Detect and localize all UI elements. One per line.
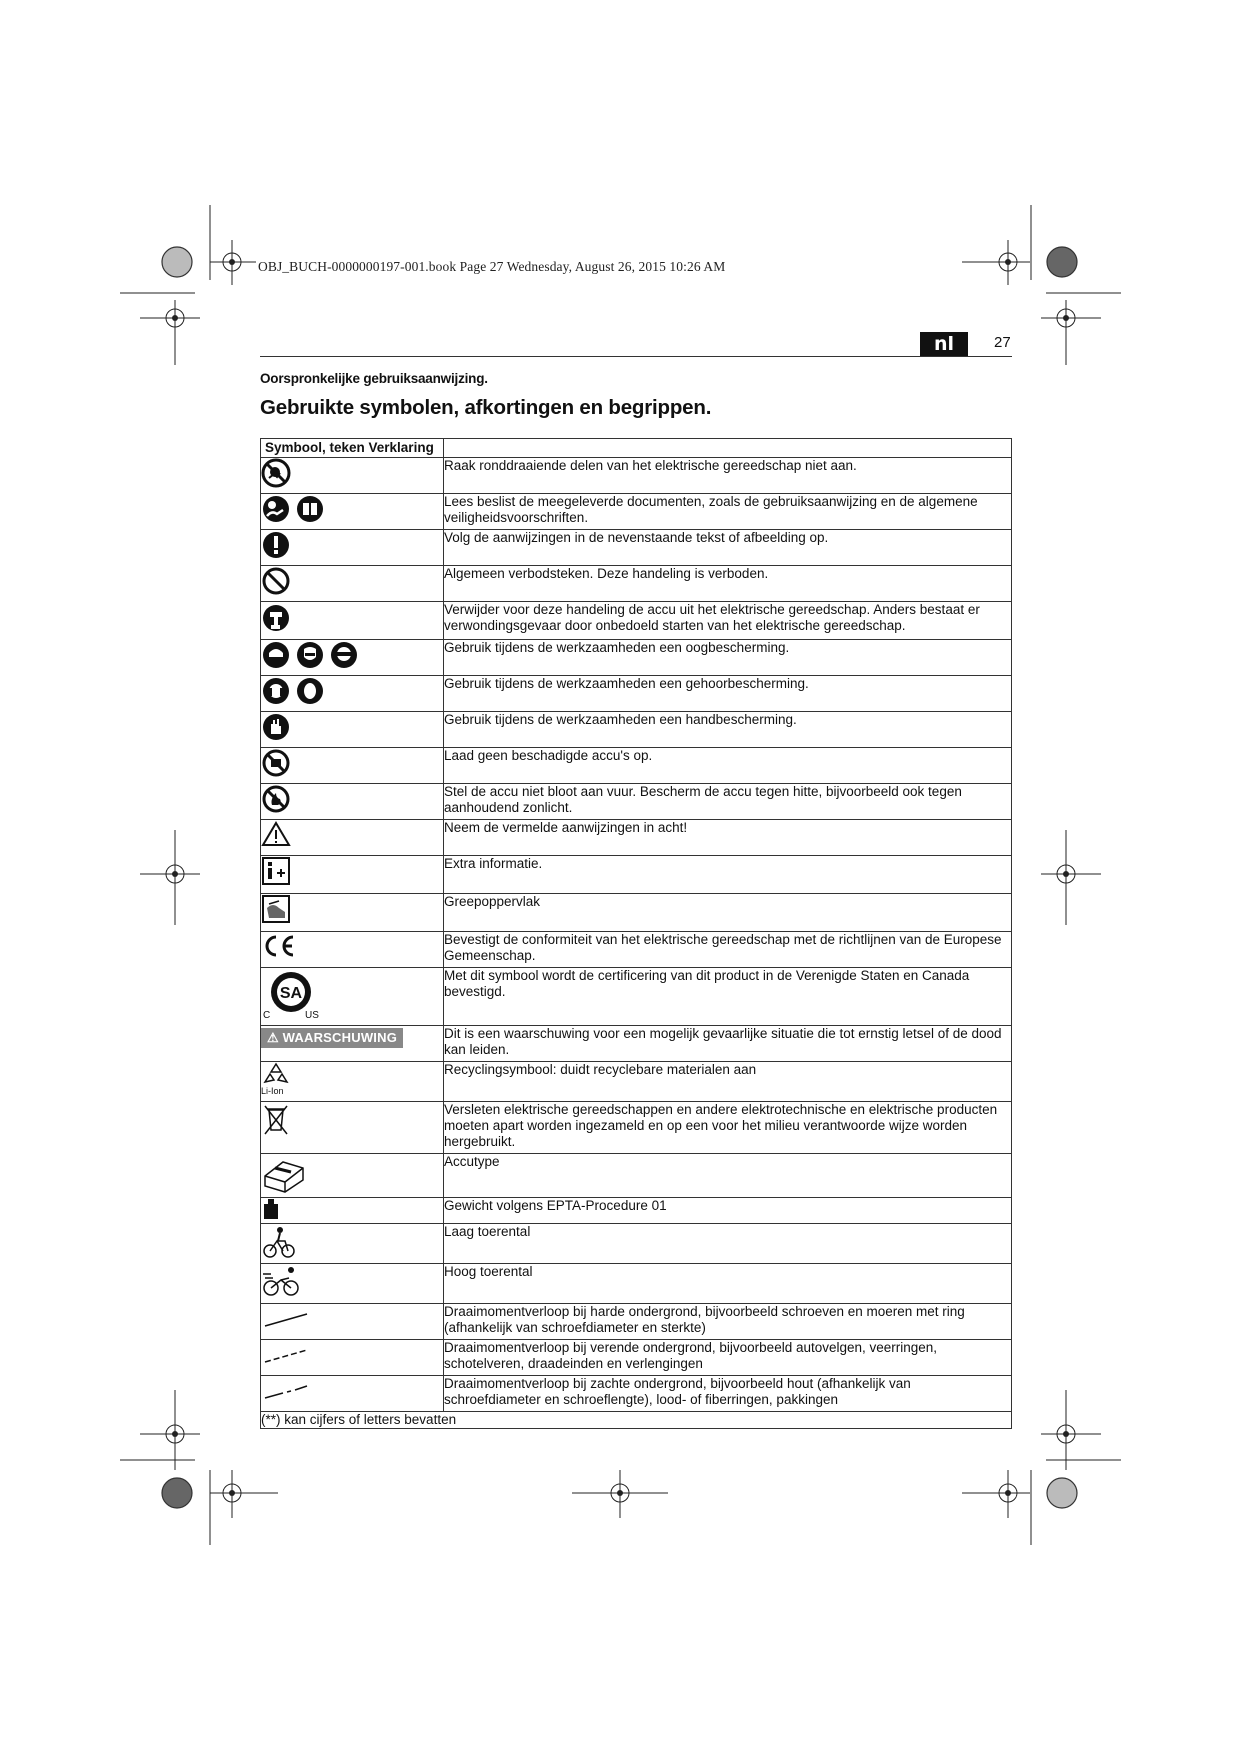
- row-text: Draaimomentverloop bij zachte ondergrond, bijvoorbeeld hout (afhankelijk van schroefdiameter en schroeflengte), lood- of fiberringen, pakkingen: [444, 1376, 1012, 1412]
- torque-elastic-icon: [261, 1340, 311, 1368]
- row-text: Laag toerental: [444, 1224, 1012, 1264]
- row-text: Gebruik tijdens de werkzaamheden een gehoorbescherming.: [444, 676, 1012, 712]
- row-text: Volg de aanwijzingen in de nevenstaande tekst of afbeelding op.: [444, 530, 1012, 566]
- table-row: [261, 1304, 1012, 1340]
- row-text: Accutype: [444, 1154, 1012, 1198]
- row-text: Algemeen verbodsteken. Deze handeling is verboden.: [444, 566, 1012, 602]
- row-text: Gebruik tijdens de werkzaamheden een handbescherming.: [444, 712, 1012, 748]
- csa-c-label: C: [263, 1010, 271, 1021]
- symbols-table: [260, 438, 1012, 1429]
- row-text: Lees beslist de meegeleverde documenten, zoals de gebruiksaanwijzing en de algemene veiligheidsvoorschriften.: [444, 494, 1012, 530]
- torque-hard-icon: [261, 1304, 311, 1332]
- fast-bike-icon: [261, 1264, 301, 1298]
- footnote: (**) kan cijfers of letters bevatten: [261, 1412, 1012, 1429]
- table-row: [261, 1264, 1012, 1304]
- table-row: [261, 712, 1012, 748]
- table-footnote-row: [261, 1412, 1012, 1429]
- row-text: Laad geen beschadigde accu's op.: [444, 748, 1012, 784]
- read-manual-icon: [261, 494, 443, 524]
- row-text: Gewicht volgens EPTA-Procedure 01: [444, 1198, 1012, 1224]
- svg-text:SA: SA: [279, 985, 303, 1002]
- eye-protection-icon: [261, 640, 443, 670]
- row-text: Recyclingsymbool: duidt recyclebare materialen aan: [444, 1062, 1012, 1102]
- page-title: Gebruikte symbolen, afkortingen en begrippen.: [260, 396, 712, 419]
- table-row: [261, 894, 1012, 932]
- table-row: [261, 932, 1012, 968]
- table-header: Symbool, teken Verklaring: [261, 439, 444, 458]
- table-row: [261, 1026, 1012, 1062]
- row-text: Bevestigt de conformiteit van het elektrische gereedschap met de richtlijnen van de Europese Gemeenschap.: [444, 932, 1012, 968]
- table-row: [261, 1340, 1012, 1376]
- hand-protection-icon: [261, 712, 291, 742]
- table-row: [261, 640, 1012, 676]
- no-charge-damaged-icon: [261, 748, 291, 778]
- table-row: [261, 602, 1012, 640]
- table-row: [261, 1154, 1012, 1198]
- weight-icon: [261, 1198, 281, 1220]
- no-touch-rotating-icon: [261, 458, 291, 488]
- row-text: Hoog toerental: [444, 1264, 1012, 1304]
- language-badge: nl: [920, 332, 968, 356]
- table-row: [261, 1376, 1012, 1412]
- grip-surface-icon: [261, 894, 291, 924]
- row-text: Raak ronddraaiende delen van het elektrische gereedschap niet aan.: [444, 458, 1012, 494]
- table-row: [261, 968, 1012, 1026]
- table-row: [261, 784, 1012, 820]
- csa-us-label: US: [305, 1010, 319, 1021]
- row-text: Verwijder voor deze handeling de accu uit het elektrische gereedschap. Anders bestaat er verwondingsgevaar door onbedoeld starten van het elektrische gereedschap.: [444, 602, 1012, 640]
- row-text: Greepoppervlak: [444, 894, 1012, 932]
- table-row: [261, 566, 1012, 602]
- table-header-row: [261, 439, 1012, 458]
- row-text: Extra informatie.: [444, 856, 1012, 894]
- table-row: [261, 856, 1012, 894]
- table-row: [261, 1062, 1012, 1102]
- print-info: OBJ_BUCH-0000000197-001.book Page 27 Wednesday, August 26, 2015 10:26 AM: [258, 259, 726, 274]
- row-text: Dit is een waarschuwing voor een mogelijk gevaarlijke situatie die tot ernstig letsel of de dood kan leiden.: [444, 1026, 1012, 1062]
- battery-type-icon: [261, 1154, 307, 1194]
- table-row: [261, 676, 1012, 712]
- info-icon: [261, 856, 291, 886]
- table-row: [261, 1224, 1012, 1264]
- page-number: 27: [994, 334, 1011, 351]
- slow-bike-icon: [261, 1224, 297, 1260]
- ear-protection-icon: [261, 676, 443, 706]
- table-row: [261, 820, 1012, 856]
- header-rule: [260, 356, 1012, 357]
- row-text: Stel de accu niet bloot aan vuur. Bescherm de accu tegen hitte, bijvoorbeeld ook tegen aanhoudend zonlicht.: [444, 784, 1012, 820]
- row-text: Draaimomentverloop bij harde ondergrond, bijvoorbeeld schroeven en moeren met ring (afhankelijk van schroefdiameter en sterkte): [444, 1304, 1012, 1340]
- warning-triangle-icon: [261, 820, 291, 848]
- table-row: [261, 1198, 1012, 1224]
- warning-label-icon: ⚠ WAARSCHUWING: [261, 1028, 403, 1048]
- row-text: Gebruik tijdens de werkzaamheden een oogbescherming.: [444, 640, 1012, 676]
- ce-mark-icon: [261, 932, 297, 960]
- table-row: [261, 530, 1012, 566]
- subtitle: Oorspronkelijke gebruiksaanwijzing.: [260, 371, 488, 386]
- remove-battery-icon: [261, 602, 291, 634]
- row-text: Draaimomentverloop bij verende ondergrond, bijvoorbeeld autovelgen, veerringen, schotelveren, draadeinden en verlengingen: [444, 1340, 1012, 1376]
- csa-mark-icon: [261, 968, 341, 1022]
- recycling-icon: [261, 1062, 301, 1096]
- row-text: Versleten elektrische gereedschappen en andere elektrotechnische en elektrische producten moeten apart worden ingezameld en op een voor het milieu verantwoorde wijze worden hergebruikt.: [444, 1102, 1012, 1154]
- no-fire-icon: [261, 784, 291, 814]
- waste-bin-icon: [261, 1102, 291, 1138]
- table-row: [261, 494, 1012, 530]
- torque-soft-icon: [261, 1376, 311, 1404]
- row-text: Neem de vermelde aanwijzingen in acht!: [444, 820, 1012, 856]
- li-ion-label: Li-Ion: [261, 1086, 284, 1096]
- table-row: [261, 458, 1012, 494]
- row-text: Met dit symbool wordt de certificering van dit product in de Verenigde Staten en Canada bevestigd.: [444, 968, 1012, 1026]
- table-row: [261, 748, 1012, 784]
- prohibition-icon: [261, 566, 291, 596]
- table-row: [261, 1102, 1012, 1154]
- mandatory-icon: [261, 530, 291, 560]
